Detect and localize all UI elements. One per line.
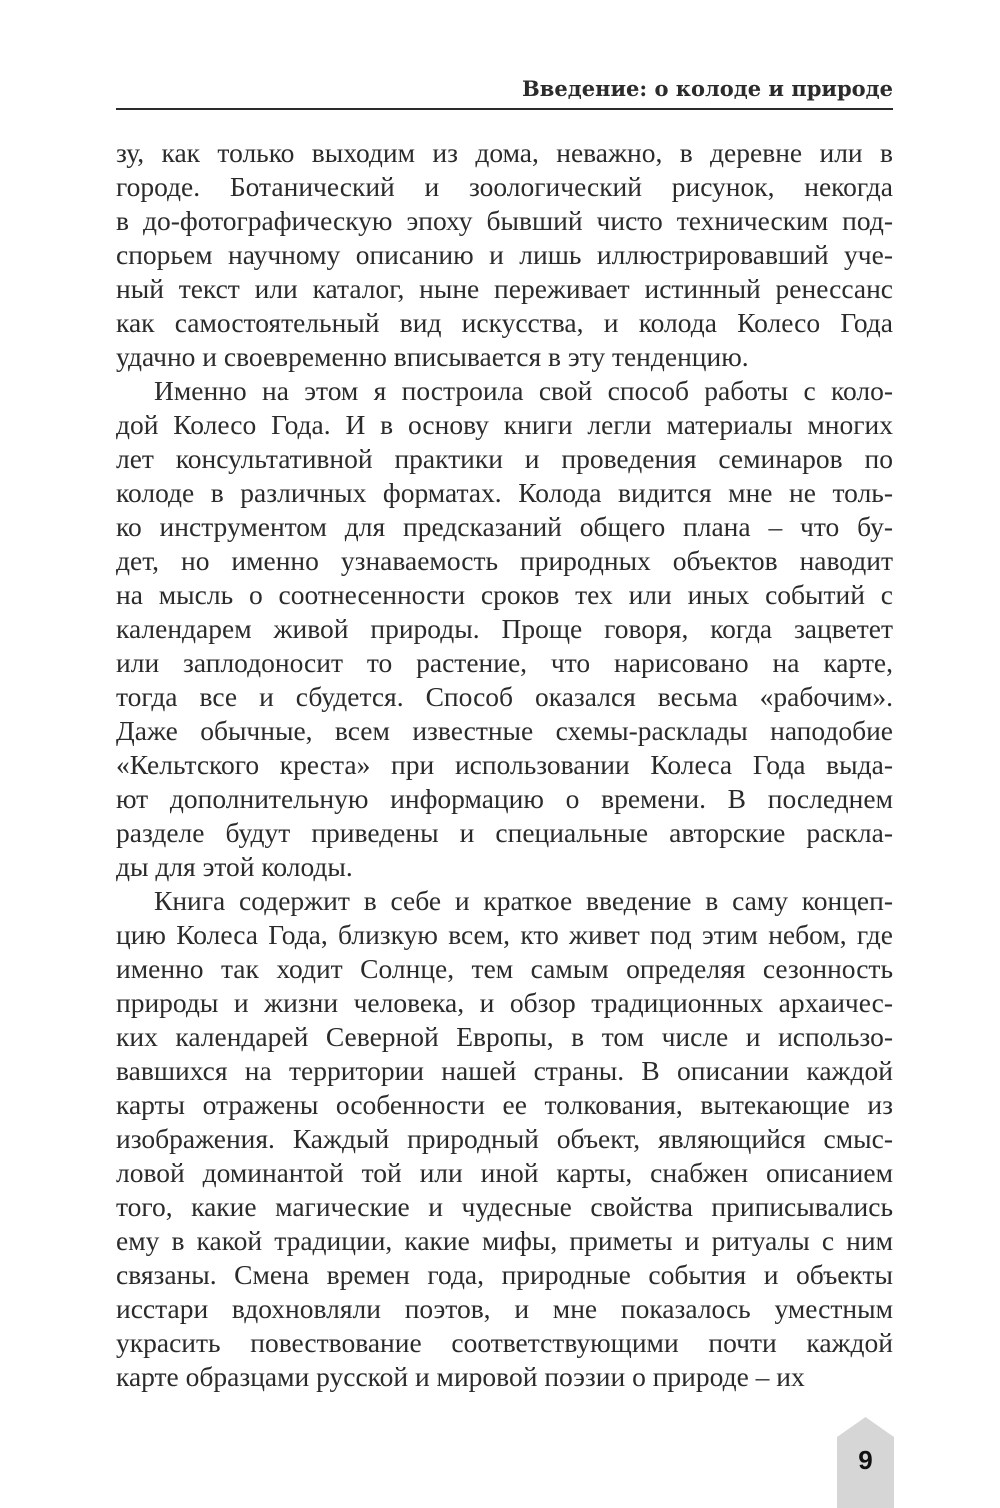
text-line: городе. Ботанический и зоологический рисунок, некогда [116, 171, 893, 202]
text-line: или заплодоносит то растение, что нарисовано на карте, [116, 647, 893, 678]
text-line: связаны. Смена времен года, природные события и объекты [116, 1259, 893, 1290]
text-line: «Кельтского креста» при использовании Колеса Года выда- [116, 749, 893, 780]
text-line: удачно и своевременно вписывается в эту тенденцию. [116, 341, 749, 372]
text-line: украсить повествование соответствующими почти каждой [116, 1327, 893, 1358]
chapter-title: Введение: о колоде и природе [522, 76, 893, 101]
text-line: Даже обычные, всем известные схемы-расклады наподобие [116, 715, 893, 746]
paragraph [116, 374, 893, 884]
text-line: лет консультативной практики и проведения семинаров по [116, 443, 893, 474]
text-line: того, какие магические и чудесные свойства приписывались [116, 1191, 893, 1222]
text-line: спорьем научному описанию и лишь иллюстрировавший уче- [116, 239, 893, 270]
text-line: изображения. Каждый природный объект, являющийся смыс- [116, 1123, 893, 1154]
text-line: именно так ходит Солнце, тем самым определяя сезонность [116, 953, 893, 984]
text-line: ко инструментом для предсказаний общего плана – что бу- [116, 511, 893, 542]
text-line: ловой доминантой той или иной карты, снабжен описанием [116, 1157, 893, 1188]
text-line: карте образцами русской и мировой поэзии о природе – их [116, 1361, 805, 1392]
running-header [116, 68, 893, 110]
body-text [116, 136, 893, 1394]
text-line: разделе будут приведены и специальные авторские раскла- [116, 817, 893, 848]
text-line: ды для этой колоды. [116, 851, 353, 882]
paragraph [116, 884, 893, 1394]
text-line: на мысль о соотнесенности сроков тех или иных событий с [116, 579, 893, 610]
text-line: ких календарей Северной Европы, в том числе и использо- [116, 1021, 893, 1052]
text-line: ему в какой традиции, какие мифы, приметы и ритуалы с ним [116, 1225, 893, 1256]
text-line: вавшихся на территории нашей страны. В описании каждой [116, 1055, 893, 1086]
text-line: как самостоятельный вид искусства, и колода Колесо Года [116, 307, 893, 338]
text-line: зу, как только выходим из дома, неважно, в деревне или в [116, 137, 893, 168]
text-line: колоде в различных форматах. Колода видится мне не толь- [116, 477, 893, 508]
page-number: 9 [858, 1445, 873, 1475]
text-line: исстари вдохновляли поэтов, и мне показалось уместным [116, 1293, 893, 1324]
text-line: дет, но именно узнаваемость природных объектов наводит [116, 545, 893, 576]
paragraph [116, 136, 893, 374]
text-line: цию Колеса Года, близкую всем, кто живет под этим небом, где [116, 919, 893, 950]
text-line: природы и жизни человека, и обзор традиционных архаичес- [116, 987, 893, 1018]
text-line: календарем живой природы. Проще говоря, когда зацветет [116, 613, 893, 644]
text-line: ный текст или каталог, ныне переживает истинный ренессанс [116, 273, 893, 304]
text-line: дой Колесо Года. И в основу книги легли материалы многих [116, 409, 893, 440]
text-line: Именно на этом я построила свой способ работы с коло- [154, 375, 893, 406]
text-line: Книга содержит в себе и краткое введение в саму концеп- [154, 885, 893, 916]
text-line: в до-фотографическую эпоху бывший чисто техническим под- [116, 205, 893, 236]
text-line: тогда все и сбудется. Способ оказался весьма «рабочим». [116, 681, 893, 712]
text-line: ют дополнительную информацию о времени. В последнем [116, 783, 893, 814]
text-line: карты отражены особенности ее толкования, вытекающие из [116, 1089, 893, 1120]
